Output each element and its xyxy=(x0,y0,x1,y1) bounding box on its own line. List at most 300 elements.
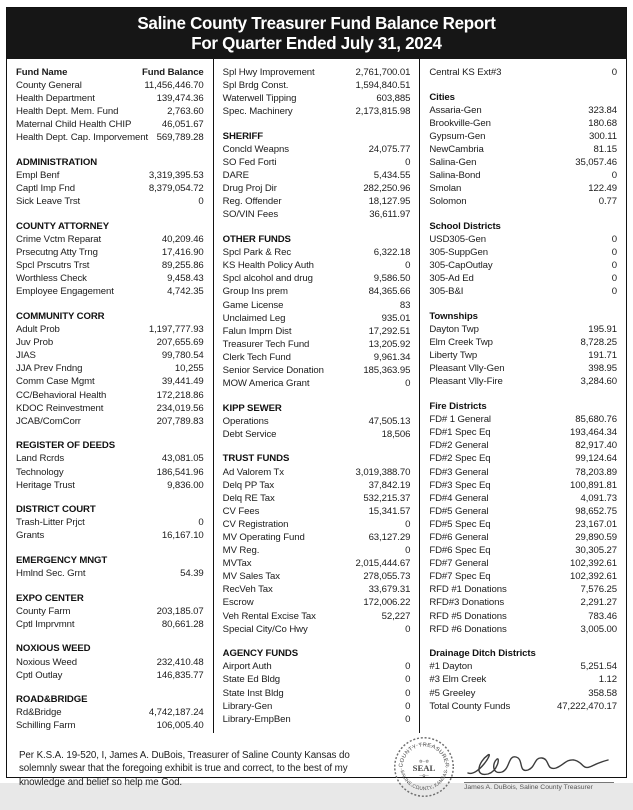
fund-value: 3,284.60 xyxy=(580,376,618,388)
fund-value: 18,127.95 xyxy=(368,196,411,208)
fund-row xyxy=(16,479,204,492)
fund-value: 185,363.95 xyxy=(363,364,411,376)
fund-value: 323.84 xyxy=(588,104,618,116)
fund-value: 9,836.00 xyxy=(167,479,204,491)
fund-label: Spec. Machinery xyxy=(222,106,293,118)
fund-value: 0 xyxy=(611,67,618,78)
fund-label: Cptl Outlay xyxy=(16,669,63,681)
fund-row xyxy=(429,182,617,195)
fund-row xyxy=(429,623,617,636)
fund-value: 0 xyxy=(405,713,411,725)
fund-row xyxy=(223,596,411,609)
fund-label: County Farm xyxy=(16,605,71,617)
treasurer-seal xyxy=(392,735,456,804)
fund-label: Waterwell Tipping xyxy=(222,93,297,105)
fund-label: Spl Brdg Const. xyxy=(222,80,289,92)
fund-value: 54.39 xyxy=(180,568,204,580)
fund-row xyxy=(16,272,204,285)
fund-label: FD#1 Spec Eq xyxy=(429,427,491,439)
fund-value: 8,728.25 xyxy=(580,337,618,349)
fund-label: FD#6 Spec Eq xyxy=(429,545,491,557)
fund-label: Veh Rental Excise Tax xyxy=(222,610,316,622)
fund-label: Pleasant Vlly-Gen xyxy=(429,363,505,375)
fund-row xyxy=(16,336,204,349)
fund-row xyxy=(223,338,411,351)
seal-ornament-top: ✿─✿ xyxy=(419,757,429,763)
fund-value: 13,205.92 xyxy=(368,338,411,350)
fund-value: 98,652.75 xyxy=(575,505,618,517)
fund-row xyxy=(223,299,411,312)
fund-row xyxy=(223,351,411,364)
fund-label: 305-Ad Ed xyxy=(429,273,474,285)
fund-row xyxy=(429,610,617,623)
fund-value: 0 xyxy=(405,157,411,169)
fund-value: 0.77 xyxy=(598,196,618,208)
section-header: KIPP SEWER xyxy=(222,402,282,414)
fund-label: Spcl Park & Rec xyxy=(222,247,292,259)
fund-row xyxy=(429,479,617,492)
fund-value: 146,835.77 xyxy=(156,669,204,681)
fund-row xyxy=(223,325,411,338)
fund-row xyxy=(16,285,204,298)
fund-row xyxy=(223,246,411,259)
fund-label: Juv Prob xyxy=(16,337,54,349)
fund-row xyxy=(223,79,411,92)
fund-row xyxy=(429,117,617,130)
fund-value: 4,091.73 xyxy=(580,492,618,504)
fund-label: FD#6 General xyxy=(429,532,489,543)
fund-label: Senior Service Donation xyxy=(222,364,324,376)
fund-row xyxy=(429,452,617,465)
fund-value: 0 xyxy=(611,273,618,285)
fund-label: SO Fed Forti xyxy=(222,157,277,169)
fund-label: Elm Creek Twp xyxy=(429,337,493,349)
fund-value: 783.46 xyxy=(588,610,618,622)
fund-row xyxy=(429,505,617,518)
fund-value: 23,167.01 xyxy=(575,518,618,530)
fund-label: CV Registration xyxy=(222,518,289,530)
fund-label: MV Operating Fund xyxy=(222,532,305,543)
fund-row xyxy=(429,104,617,117)
fund-label: Technology xyxy=(16,466,64,478)
fund-value: 10,255 xyxy=(174,363,204,375)
fund-label: MV Reg. xyxy=(222,545,260,557)
fund-label: Reg. Offender xyxy=(222,196,282,208)
fund-label: Comm Case Mgmt xyxy=(16,376,95,388)
fund-row xyxy=(223,505,411,518)
fund-row xyxy=(16,618,204,631)
fund-row xyxy=(223,570,411,583)
fund-label: Captl Imp Fnd xyxy=(16,183,75,195)
fund-value: 358.58 xyxy=(588,687,618,699)
fund-row xyxy=(429,492,617,505)
fund-row xyxy=(223,66,411,79)
fund-value: 0 xyxy=(611,260,618,272)
fund-label: Adult Prob xyxy=(16,324,60,336)
fund-label: Health Dept. Mem. Fund xyxy=(16,106,119,118)
fund-label: Worthless Check xyxy=(16,273,87,285)
fund-label: Salina-Bond xyxy=(429,170,481,182)
fund-row xyxy=(223,700,411,713)
fund-row xyxy=(16,375,204,388)
fund-label: Cptl Imprvmnt xyxy=(16,618,75,630)
seal-bottom-text: SALINE COUNTY, KANSAS xyxy=(398,769,450,792)
fund-label: Spl Hwy Improvement xyxy=(222,67,315,78)
fund-label: KDOC Reinvestment xyxy=(16,402,104,414)
fund-value: 80,661.28 xyxy=(161,618,204,630)
fund-row xyxy=(16,79,204,92)
fund-label: FD#3 Spec Eq xyxy=(429,479,491,491)
fund-label: FD#7 General xyxy=(429,558,489,570)
fund-row xyxy=(223,259,411,272)
fund-row xyxy=(429,570,617,583)
fund-value: 11,456,446.70 xyxy=(144,80,204,92)
fund-value: 99,780.54 xyxy=(161,350,204,362)
fund-label: Hmlnd Sec. Grnt xyxy=(16,568,86,580)
fund-value: 2,291.27 xyxy=(580,597,618,609)
fund-value: 300.11 xyxy=(588,130,618,142)
fund-value: 7,576.25 xyxy=(580,584,618,596)
section-header: School Districts xyxy=(429,220,501,232)
fund-label: KS Health Policy Auth xyxy=(222,260,314,272)
fund-row xyxy=(429,233,617,246)
section-header: Townships xyxy=(429,311,478,322)
fund-column-2 xyxy=(214,59,421,733)
fund-value: 603,885 xyxy=(376,93,411,105)
fund-value: 195.91 xyxy=(588,324,618,336)
fund-value: 0 xyxy=(611,170,618,182)
fund-value: 5,251.54 xyxy=(580,661,618,673)
section-header: Drainage Ditch Districts xyxy=(429,648,536,660)
fund-row xyxy=(429,531,617,544)
fund-row xyxy=(429,169,617,182)
fund-row xyxy=(429,195,617,208)
report-title-line1: Saline County Treasurer Fund Balance Report xyxy=(137,13,496,33)
fund-value: 0 xyxy=(405,378,411,390)
fund-value: 935.01 xyxy=(381,312,411,324)
fund-label: RFD #5 Donations xyxy=(429,610,507,622)
section-header: COMMUNITY CORR xyxy=(16,311,105,322)
section-header: NOXIOUS WEED xyxy=(16,643,91,655)
fund-row xyxy=(429,156,617,169)
fund-label: Schilling Farm xyxy=(16,720,76,732)
fund-label: JCAB/ComCorr xyxy=(16,415,81,427)
fund-label: Sick Leave Trst xyxy=(16,196,81,208)
fund-value: 30,305.27 xyxy=(575,545,618,557)
fund-label: #5 Greeley xyxy=(429,687,476,699)
section-header: AGENCY FUNDS xyxy=(222,648,299,660)
fund-row xyxy=(223,583,411,596)
fund-row xyxy=(223,208,411,221)
column-header-row xyxy=(16,66,204,79)
fund-value: 36,611.97 xyxy=(369,209,411,221)
fund-row xyxy=(223,713,411,726)
fund-value: 8,379,054.72 xyxy=(148,183,204,195)
fund-label: Rd&Bridge xyxy=(16,707,62,719)
fund-label: Treasurer Tech Fund xyxy=(222,338,310,350)
fund-value: 5,434.55 xyxy=(373,170,411,182)
fund-value: 2,015,444.67 xyxy=(355,558,411,570)
fund-value: 43,081.05 xyxy=(161,453,204,465)
fund-value: 16,167.10 xyxy=(161,530,204,542)
fund-label: Smolan xyxy=(429,183,462,195)
fund-label: State Ed Bldg xyxy=(222,674,281,686)
fund-row xyxy=(429,323,617,336)
fund-row xyxy=(16,466,204,479)
section-header: COUNTY ATTORNEY xyxy=(16,220,110,232)
fund-row xyxy=(429,687,617,700)
fund-label: Grants xyxy=(16,530,45,542)
fund-row xyxy=(223,312,411,325)
fund-row xyxy=(223,92,411,105)
fund-label: Pleasant Vlly-Fire xyxy=(429,376,503,388)
fund-label: Delq RE Tax xyxy=(222,492,275,504)
fund-value: 0 xyxy=(611,247,618,259)
fund-label: 305-CapOutlay xyxy=(429,260,493,272)
fund-value: 3,005.00 xyxy=(580,623,618,635)
fund-label: FD#3 General xyxy=(429,466,489,478)
fund-row xyxy=(223,285,411,298)
fund-label: Empl Benf xyxy=(16,170,60,182)
fund-row xyxy=(223,492,411,505)
fund-label: FD#7 Spec Eq xyxy=(429,571,491,583)
fund-value: 100,891.81 xyxy=(569,479,618,491)
fund-row xyxy=(429,130,617,143)
fund-row xyxy=(16,349,204,362)
fund-label: Escrow xyxy=(222,597,254,609)
fund-label: Trash-Litter Prjct xyxy=(16,517,85,529)
section-header: DISTRICT COURT xyxy=(16,504,96,516)
fund-value: 106,005.40 xyxy=(156,720,204,732)
fund-label: Falun Imprn Dist xyxy=(222,325,292,337)
fund-row xyxy=(429,272,617,285)
fund-row xyxy=(16,389,204,402)
fund-value: 9,458.43 xyxy=(167,273,204,285)
fund-value: 0 xyxy=(405,674,411,686)
fund-label: 305-B&I xyxy=(429,286,464,298)
fund-row xyxy=(16,516,204,529)
fund-value: 0 xyxy=(405,687,411,699)
fund-label: JJA Prev Fndng xyxy=(16,363,83,375)
fund-row xyxy=(429,660,617,673)
fund-row xyxy=(223,169,411,182)
fund-label: Library-EmpBen xyxy=(222,713,291,725)
fund-value: 0 xyxy=(611,286,618,298)
fund-value: 83 xyxy=(399,299,411,311)
fund-label: MVTax xyxy=(222,558,252,570)
fund-row xyxy=(429,557,617,570)
seal-top-text: COUNTY TREASURER xyxy=(398,741,450,768)
fund-row xyxy=(16,529,204,542)
fund-row xyxy=(16,246,204,259)
fund-row xyxy=(223,377,411,390)
fund-row xyxy=(223,156,411,169)
fund-label: Concld Weapns xyxy=(222,143,289,155)
fund-value: 17,416.90 xyxy=(161,247,204,259)
fund-value: 81.15 xyxy=(593,143,618,155)
fund-label: Brookville-Gen xyxy=(429,117,491,129)
fund-row xyxy=(429,700,617,713)
fund-value: 172,006.22 xyxy=(363,597,411,609)
fund-label: Noxious Weed xyxy=(16,656,78,668)
fund-value: 99,124.64 xyxy=(575,453,618,465)
fund-label: Special City/Co Hwy xyxy=(222,623,308,635)
fund-row xyxy=(429,362,617,375)
fund-row xyxy=(223,673,411,686)
section-header: TRUST FUNDS xyxy=(222,453,290,465)
section-header: ROAD&BRIDGE xyxy=(16,694,88,706)
fund-row xyxy=(429,426,617,439)
section-header: REGISTER OF DEEDS xyxy=(16,440,116,452)
fund-value: 47,222,470.17 xyxy=(556,700,618,712)
fund-value: 0 xyxy=(405,700,411,712)
fund-row xyxy=(429,583,617,596)
section-header: Cities xyxy=(429,91,455,103)
fund-value: 191.71 xyxy=(588,350,618,362)
fund-value: 3,019,388.70 xyxy=(355,466,411,478)
fund-label: DARE xyxy=(222,170,249,182)
fund-row xyxy=(16,719,204,732)
fund-row xyxy=(16,92,204,105)
fund-label: Unclaimed Leg xyxy=(222,312,286,324)
fund-value: 15,341.57 xyxy=(368,505,411,517)
fund-row xyxy=(16,118,204,131)
fund-row xyxy=(16,233,204,246)
fund-value: 1.12 xyxy=(598,674,618,686)
fund-value: 40,209.46 xyxy=(161,234,204,246)
fund-row xyxy=(16,195,204,208)
fund-row xyxy=(223,623,411,636)
fund-value: 1,197,777.93 xyxy=(148,324,204,336)
signature-caption: James A. DuBois, Saline County Treasurer xyxy=(464,784,593,792)
fund-row xyxy=(223,105,411,118)
fund-label: Health Department xyxy=(16,93,95,105)
fund-row xyxy=(223,610,411,623)
fund-row xyxy=(429,439,617,452)
fund-row xyxy=(16,182,204,195)
fund-row xyxy=(223,182,411,195)
fund-value: 85,680.76 xyxy=(575,414,618,426)
fund-row xyxy=(16,415,204,428)
fund-row xyxy=(429,246,617,259)
fund-value: 0 xyxy=(405,661,411,673)
fund-row xyxy=(429,375,617,388)
fund-value: 569,789.28 xyxy=(156,132,204,144)
fund-value: 4,742,187.24 xyxy=(148,707,204,719)
fund-value: 278,055.73 xyxy=(363,571,411,583)
fund-label: Health Dept. Cap. Imporvement xyxy=(16,132,149,144)
fund-row xyxy=(429,673,617,686)
fund-value: 1,594,840.51 xyxy=(355,80,411,92)
fund-value: 532,215.37 xyxy=(363,492,411,504)
fund-value: 180.68 xyxy=(588,117,618,129)
fund-label: Delq PP Tax xyxy=(222,479,275,491)
fund-label: FD#2 General xyxy=(429,440,489,452)
fund-label: Crime Vctm Reparat xyxy=(16,234,102,246)
fund-value: 0 xyxy=(611,234,618,246)
fund-value: Fund Balance xyxy=(141,67,204,78)
section-header: EMERGENCY MNGT xyxy=(16,555,108,566)
fund-label: Prsecutng Atty Trng xyxy=(16,247,98,259)
fund-value: 102,392.61 xyxy=(569,571,618,583)
fund-row xyxy=(223,518,411,531)
fund-label: RFD #6 Donations xyxy=(429,623,507,635)
fund-row xyxy=(16,131,204,144)
fund-label: #3 Elm Creek xyxy=(429,674,487,686)
fund-value: 4,742.35 xyxy=(167,286,204,298)
fund-label: Heritage Trust xyxy=(16,479,75,491)
fund-label: Operations xyxy=(222,415,269,427)
fund-label: Game License xyxy=(222,299,284,311)
fund-label: RFD #1 Donations xyxy=(429,584,507,596)
fund-value: 82,917.40 xyxy=(575,440,618,452)
fund-row xyxy=(429,349,617,362)
fund-label: JIAS xyxy=(16,350,36,362)
fund-value: 37,842.19 xyxy=(368,479,411,491)
fund-value: 122.49 xyxy=(588,183,618,195)
fund-label: Fund Name xyxy=(16,67,68,78)
fund-row xyxy=(223,660,411,673)
fund-label: RecVeh Tax xyxy=(222,584,273,596)
fund-label: Airport Auth xyxy=(222,661,272,673)
fund-row xyxy=(429,66,617,79)
fund-label: CV Fees xyxy=(222,505,260,517)
report-title-banner xyxy=(7,8,626,59)
fund-label: RFD#3 Donations xyxy=(429,597,505,609)
fund-label: FD# 1 General xyxy=(429,414,491,426)
fund-label: Liberty Twp xyxy=(429,350,478,362)
fund-label: Central KS Ext#3 xyxy=(429,67,502,78)
fund-row xyxy=(223,415,411,428)
fund-row xyxy=(429,466,617,479)
seal-center-text: SEAL xyxy=(412,762,436,773)
fund-value: 2,763.60 xyxy=(167,106,204,118)
fund-row xyxy=(16,169,204,182)
fund-row xyxy=(16,656,204,669)
fund-row xyxy=(223,479,411,492)
fund-label: Employee Engagement xyxy=(16,286,114,298)
sworn-statement: Per K.S.A. 19-520, I, James A. DuBois, Treasurer of Saline County Kansas do solemnly swear that the foregoing exhibit is true and correct, to the best of my knowledge and belief so help me God. xyxy=(19,749,350,788)
fund-value: 39,441.49 xyxy=(161,376,204,388)
report-footer xyxy=(7,733,626,810)
fund-label: USD305-Gen xyxy=(429,234,486,246)
fund-value: 17,292.51 xyxy=(368,325,411,337)
fund-label: FD#5 General xyxy=(429,505,489,517)
fund-label: #1 Dayton xyxy=(429,661,473,673)
fund-value: 186,541.96 xyxy=(156,466,204,478)
fund-value: 232,410.48 xyxy=(156,656,204,668)
fund-label: CC/Behavioral Health xyxy=(16,389,107,401)
fund-row xyxy=(223,428,411,441)
fund-row xyxy=(429,259,617,272)
fund-value: 2,173,815.98 xyxy=(355,106,411,118)
fund-table xyxy=(7,59,626,733)
fund-label: Spcl Prscutrs Trst xyxy=(16,260,90,272)
fund-row xyxy=(16,259,204,272)
section-header: Fire Districts xyxy=(429,401,487,413)
fund-row xyxy=(223,557,411,570)
fund-column-1 xyxy=(7,59,214,733)
fund-value: 2,761,700.01 xyxy=(355,67,411,78)
fund-value: 33,679.31 xyxy=(368,584,411,596)
fund-value: 0 xyxy=(405,518,411,530)
fund-value: 52,227 xyxy=(381,610,411,622)
fund-row xyxy=(429,336,617,349)
fund-value: 139,474.36 xyxy=(156,93,204,105)
fund-label: Solomon xyxy=(429,196,467,208)
fund-row xyxy=(223,531,411,544)
fund-value: 47,505.13 xyxy=(368,415,411,427)
